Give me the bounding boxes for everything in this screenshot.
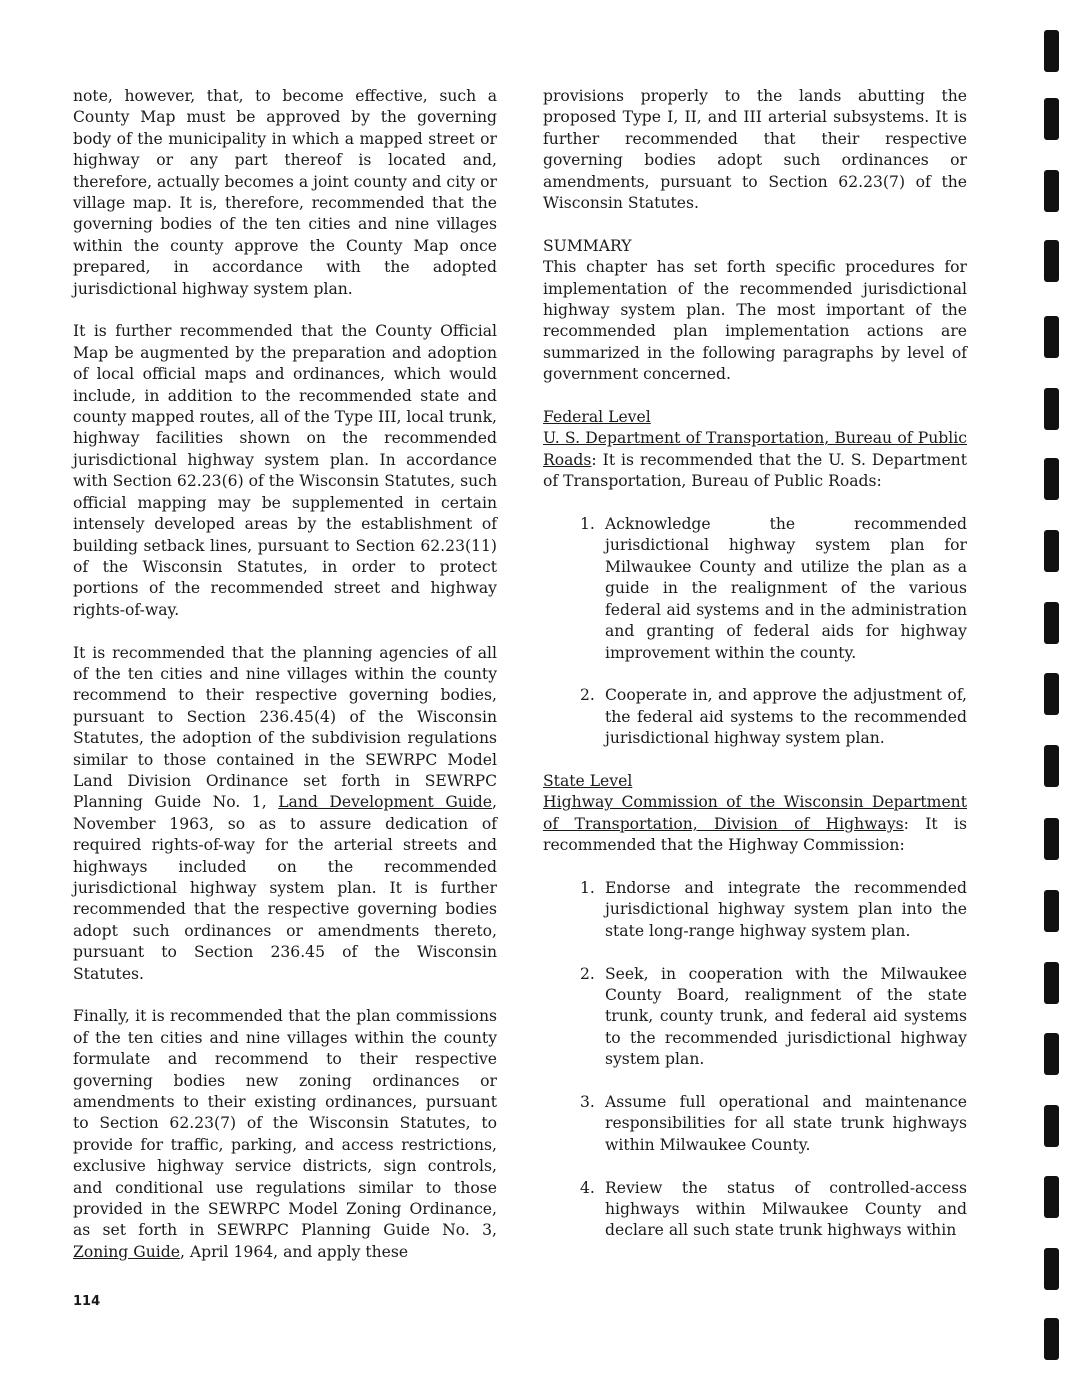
binder-hole-mark <box>1044 1176 1059 1218</box>
paragraph <box>543 428 967 492</box>
binder-hole-mark <box>1044 1248 1059 1290</box>
citation-title: Land Development Guide <box>278 793 493 812</box>
agency-name: U. S. Department of Transportation, Bureau of Public Roads <box>543 429 967 469</box>
list-item <box>543 1178 967 1242</box>
paragraph: provisions properly to the lands abutting the proposed Type I, II, and III arterial subsystems. It is further recommended that their respective governing bodies adopt such ordinances or amendments, pursuant to Section 62.23(7) of the Wisconsin Statutes. <box>543 87 967 213</box>
paragraph <box>73 1006 497 1263</box>
binder-hole-mark <box>1044 170 1059 212</box>
list-number: 4. <box>580 1178 595 1197</box>
paragraph: note, however, that, to become effective, such a County Map must be approved by the governing body of the municipality in which a mapped street or highway or any part thereof is located and, therefore, actually becomes a joint county and city or village map. It is, therefore, recommended that the governing bodies of the ten cities and nine villages within the county approve the County Map once prepared, in accordance with the adopted jurisdictional highway system plan. <box>73 87 497 298</box>
list-number: 3. <box>580 1092 595 1111</box>
list-item <box>543 1092 967 1156</box>
list-number: 1. <box>580 515 595 534</box>
list-item-text: Assume full operational and maintenance responsibilities for all state trunk highways within Milwaukee County. <box>605 1092 967 1154</box>
right-column <box>543 86 967 1263</box>
list-item <box>543 514 967 664</box>
text-run: It is recommended that the planning agencies of all of the ten cities and nine villages within the county recommend to their respective governing bodies, pursuant to Section 236.45(4) of the Wisconsin Statutes, the adoption of the subdivision regulations similar to those contained in the SEWRPC Model Land Division Ordinance set forth in SEWRPC Planning Guide No. 1, <box>73 643 497 812</box>
binder-hole-mark <box>1044 1318 1059 1360</box>
paragraph: It is further recommended that the County Official Map be augmented by the preparation and adoption of local official maps and ordinances, which would include, in addition to the recommended state and county mapped routes, all of the Type III, local trunk, highway facilities shown on the recommended jurisdictional highway system plan. In accordance with Section 62.23(6) of the Wisconsin Statutes, such official mapping may be supplemented in certain intensely developed areas by the establishment of building setback lines, pursuant to Section 62.23(11) of the Wisconsin Statutes, in order to protect portions of the recommended street and highway rights-of-way. <box>73 322 497 619</box>
text-run: , April 1964, and apply these <box>179 1242 409 1261</box>
text-run: , November 1963, so as to assure dedication of required rights-of-way for the arterial streets and highways included on the recommended jurisdictional highway system plan. It is further recommended that the respective governing bodies adopt such ordinances or amendments thereto, pursuant to Section 236.45 of the Wisconsin Statutes. <box>73 793 497 983</box>
federal-list <box>543 514 967 749</box>
binder-hole-mark <box>1044 98 1059 140</box>
binder-hole-mark <box>1044 458 1059 500</box>
list-item <box>543 964 967 1071</box>
text-run: : It is recommended that the U. S. Department of Transportation, Bureau of Public Roads: <box>543 450 967 491</box>
list-item <box>543 685 967 749</box>
paragraph <box>73 643 497 986</box>
list-item-text: Acknowledge the recommended jurisdictional highway system plan for Milwaukee County and utilize the plan as a guide in the realignment of the various federal aid systems and in the administration and granting of federal aids for highway improvement within the county. <box>605 515 967 662</box>
binder-hole-mark <box>1044 1105 1059 1147</box>
binder-hole-mark <box>1044 388 1059 430</box>
binder-hole-mark <box>1044 962 1059 1004</box>
agency-name: Highway Commission of the Wisconsin Department of Transportation, Division of Highways <box>543 793 967 833</box>
page-number: 114 <box>73 1294 101 1309</box>
subsection-heading: State Level <box>543 771 633 790</box>
binder-edge <box>1044 0 1064 1380</box>
list-number: 2. <box>580 686 595 705</box>
list-item-text: Seek, in cooperation with the Milwaukee County Board, realignment of the state trunk, county trunk, and federal aid systems to the recommended jurisdictional highway system plan. <box>605 964 967 1069</box>
binder-hole-mark <box>1044 316 1059 358</box>
paragraph: This chapter has set forth specific procedures for implementation of the recommended jurisdictional highway system plan. The most important of the recommended plan implementation actions are summarized in the following paragraphs by level of government concerned. <box>543 258 967 384</box>
binder-hole-mark <box>1044 1033 1059 1075</box>
binder-hole-mark <box>1044 745 1059 787</box>
state-list <box>543 878 967 1242</box>
binder-hole-mark <box>1044 530 1059 572</box>
binder-hole-mark <box>1044 673 1059 715</box>
list-number: 1. <box>580 878 595 897</box>
text-run: : It is recommended that the Highway Commission: <box>543 814 967 855</box>
list-item-text: Cooperate in, and approve the adjustment of, the federal aid systems to the recommended jurisdictional highway system plan. <box>605 686 967 748</box>
binder-hole-mark <box>1044 890 1059 932</box>
left-column <box>73 86 497 1285</box>
list-item-text: Endorse and integrate the recommended jurisdictional highway system plan into the state long-range highway system plan. <box>605 878 967 940</box>
list-number: 2. <box>580 964 595 983</box>
section-heading: SUMMARY <box>543 236 632 255</box>
list-item-text: Review the status of controlled-access highways within Milwaukee County and declare all such state trunk highways within <box>605 1178 967 1240</box>
binder-hole-mark <box>1044 818 1059 860</box>
paragraph <box>543 792 967 856</box>
text-run: Finally, it is recommended that the plan commissions of the ten cities and nine villages within the county formulate and recommend to their respective governing bodies new zoning ordinances or amendments to their existing ordinances, pursuant to Section 62.23(7) of the Wisconsin Statutes, to provide for traffic, parking, and access restrictions, exclusive highway service districts, sign controls, and conditional use regulations similar to those provided in the SEWRPC Model Zoning Ordinance, as set forth in SEWRPC Planning Guide No. 3, <box>73 1007 497 1240</box>
binder-hole-mark <box>1044 602 1059 644</box>
list-item <box>543 878 967 942</box>
binder-hole-mark <box>1044 30 1059 72</box>
subsection-heading: Federal Level <box>543 408 651 427</box>
citation-title: Zoning Guide <box>73 1242 180 1261</box>
binder-hole-mark <box>1044 240 1059 282</box>
